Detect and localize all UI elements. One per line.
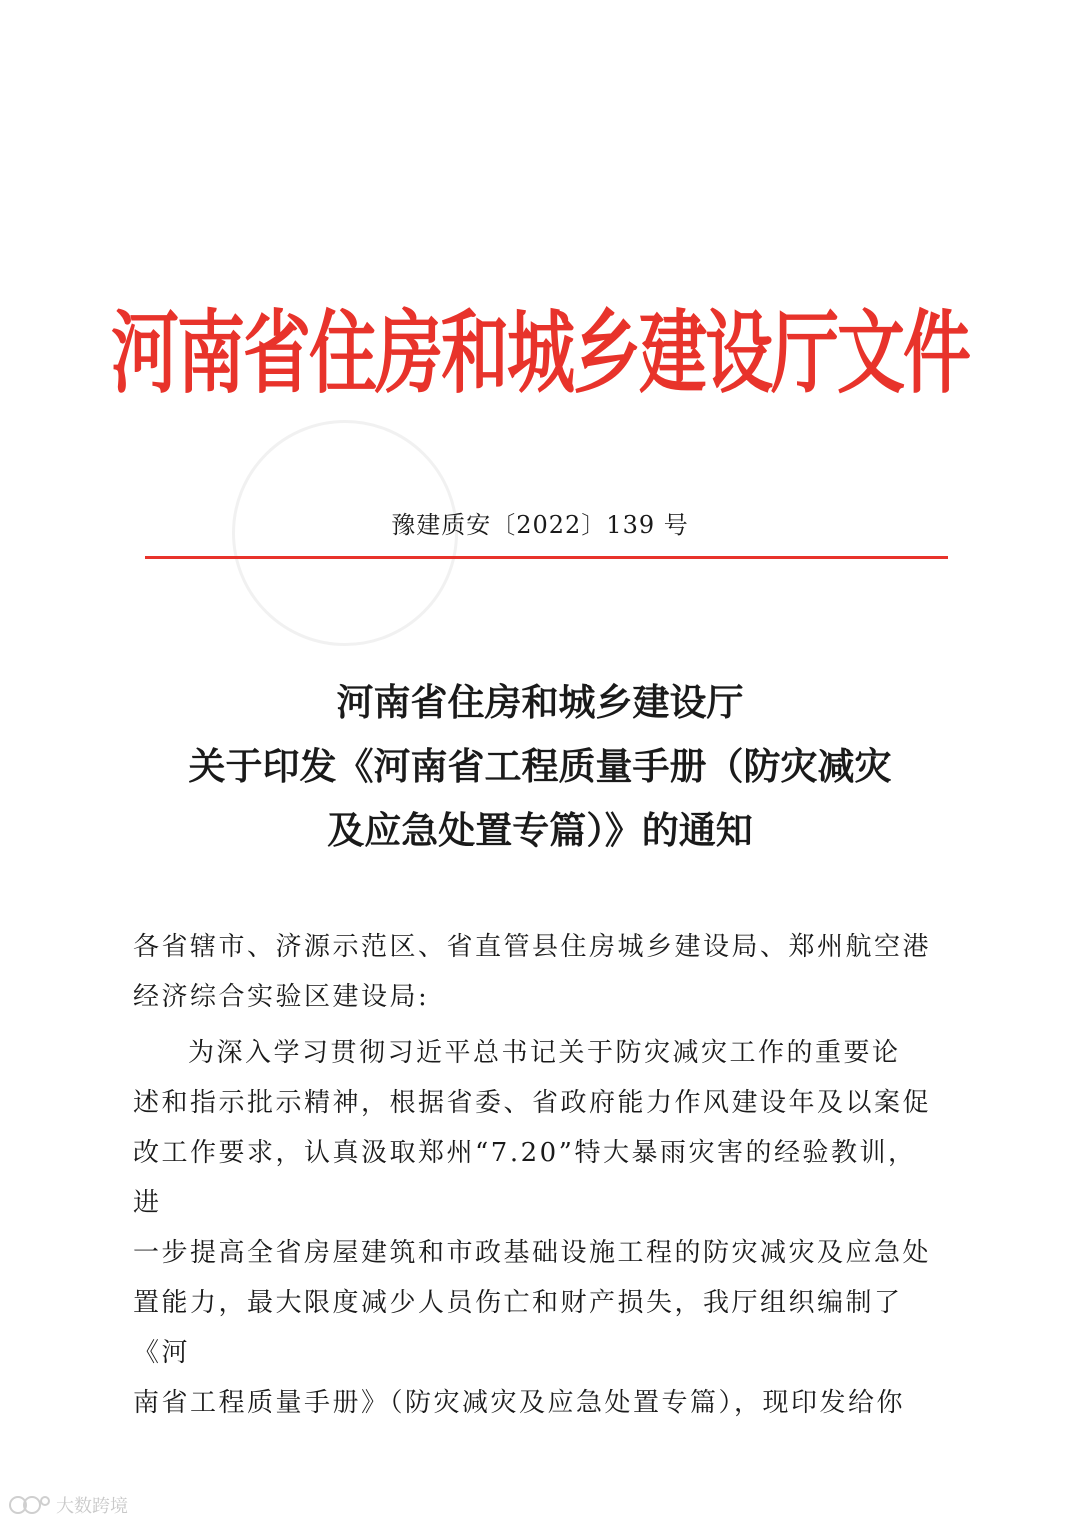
body-line: 置能力，最大限度减少人员伤亡和财产损失，我厅组织编制了《河: [133, 1288, 903, 1368]
watermark: [8, 1492, 128, 1518]
watermark-text: 大数跨境: [56, 1496, 128, 1517]
notice-title-line: 关于印发《河南省工程质量手册（防灾减灾: [188, 744, 892, 788]
document-number: 豫建质安〔2022〕139 号: [391, 511, 689, 539]
body-line: 一步提高全省房屋建筑和市政基础设施工程的防灾减灾及应急处: [133, 1238, 932, 1268]
notice-title-line: 及应急处置专篇）》的通知: [327, 808, 753, 852]
issuer-title: 河南省住房和城乡建设厅文件: [110, 302, 969, 407]
salutation: [133, 922, 933, 1022]
body-line: 述和指示批示精神，根据省委、省政府能力作风建设年及以案促: [133, 1088, 932, 1118]
notice-title: [60, 670, 1020, 862]
body-line: 南省工程质量手册》（防灾减灾及应急处置专篇），现印发给你: [133, 1388, 906, 1418]
body-paragraph: [133, 1028, 933, 1428]
red-divider: [145, 556, 948, 559]
body-line: 为深入学习贯彻习近平总书记关于防灾减灾工作的重要论: [188, 1038, 901, 1068]
salutation-line: 各省辖市、济源示范区、省直管县住房城乡建设局、郑州航空港: [133, 932, 932, 962]
salutation-line: 经济综合实验区建设局:: [133, 982, 430, 1012]
notice-title-line: 河南省住房和城乡建设厅: [336, 680, 744, 724]
logo-icon: [8, 1493, 52, 1517]
body-line: 改工作要求，认真汲取郑州“7.20”特大暴雨灾害的经验教训，进: [133, 1138, 917, 1218]
